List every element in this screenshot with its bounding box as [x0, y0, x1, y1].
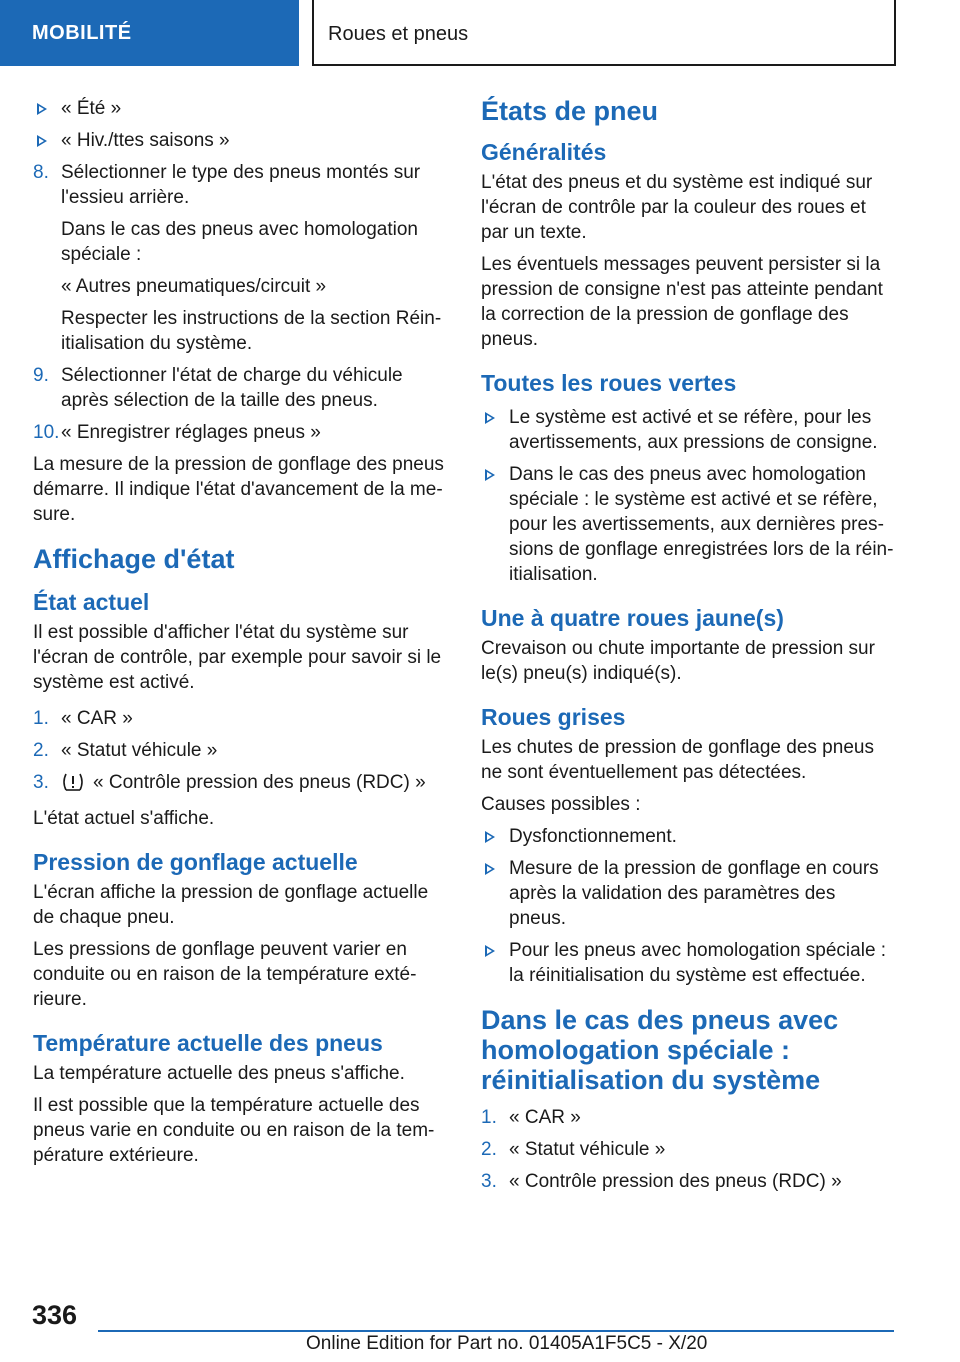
tire-pressure-warning-icon	[61, 772, 85, 799]
page-number: 336	[32, 1300, 78, 1330]
step-number: 8.	[33, 162, 49, 183]
step-text: « Enregistrer réglages pneus »	[61, 422, 321, 443]
step-text: « CAR »	[61, 708, 133, 729]
subsection-heading: Généralités	[481, 139, 607, 165]
right-column	[481, 96, 896, 1201]
left-column	[33, 96, 445, 1175]
step-number: 9.	[33, 365, 49, 386]
step-text: Sélectionner l'état de charge du véhicule après sélection de la taille des pneus.	[61, 365, 403, 411]
paragraph: Crevaison ou chute importante de pression sur le(s) pneu(s) indiqué(s).	[481, 638, 875, 684]
step-text: « Contrôle pression des pneus (RDC) »	[509, 1171, 842, 1192]
triangle-bullet-icon	[37, 135, 47, 147]
paragraph: Il est possible d'afficher l'état du système sur l'écran de contrôle, par exemple pour savoir si le système est activé.	[33, 622, 442, 693]
step-item	[33, 706, 445, 731]
step-text: « Contrôle pression des pneus (RDC) »	[93, 772, 426, 793]
step-item	[33, 363, 445, 413]
subsection-heading: Température actuelle des pneus	[33, 1030, 383, 1056]
subsection-heading: Une à quatre roues jaune(s)	[481, 605, 784, 631]
paragraph: L'état actuel s'affiche.	[33, 808, 215, 829]
footer-divider	[98, 1330, 894, 1332]
page-header	[0, 0, 960, 66]
triangle-bullet-icon	[37, 103, 47, 115]
subsection-heading: Pression de gonflage actuelle	[33, 849, 358, 875]
subsection-heading: Roues grises	[481, 704, 626, 730]
step-number: 10.	[33, 422, 60, 443]
step-subtext: « Autres pneumatiques/circuit »	[61, 276, 327, 297]
chapter-title: Roues et pneus	[312, 0, 896, 66]
step-number: 1.	[481, 1107, 497, 1128]
triangle-bullet-icon	[485, 469, 495, 481]
triangle-bullet-icon	[485, 831, 495, 843]
section-tab: MOBILITÉ	[0, 0, 299, 66]
list-item: Mesure de la pression de gonflage en cours après la validation des paramètres des pneus.	[481, 856, 896, 931]
list-item: Pour les pneus avec homologation spéciale : la réinitialisation du système est effectuée.	[481, 938, 896, 988]
edition-footer: Online Edition for Part no. 01405A1F5C5 - X/20	[306, 1333, 708, 1354]
list-item: « Hiv./ttes saisons »	[33, 128, 445, 153]
step-item	[481, 1169, 896, 1194]
list-item: Dans le cas des pneus avec homologation spéciale : le système est activé et se réfère, pour les avertissements, aux dernières pressions de gonflage enregistrées lors de la réinitialisation.	[481, 462, 896, 587]
section-heading: États de pneu	[481, 96, 659, 126]
list-item: Le système est activé et se réfère, pour les avertissements, aux pressions de consigne.	[481, 405, 896, 455]
paragraph: Causes possibles :	[481, 794, 641, 815]
section-heading: Dans le cas des pneus avec homologation spéciale : réinitialisation du système	[481, 1005, 839, 1095]
step-text: « CAR »	[509, 1107, 581, 1128]
list-item: « Été »	[33, 96, 445, 121]
step-number: 3.	[481, 1171, 497, 1192]
step-text: « Statut véhicule »	[509, 1139, 666, 1160]
triangle-bullet-icon	[485, 863, 495, 875]
step-text: « Statut véhicule »	[61, 740, 218, 761]
step-number: 3.	[33, 772, 49, 793]
step-item	[481, 1105, 896, 1130]
step-item	[33, 770, 445, 799]
triangle-bullet-icon	[485, 945, 495, 957]
paragraph: La mesure de la pression de gonflage des pneus démarre. Il indique l'état d'avancement de la mesure.	[33, 454, 444, 525]
paragraph: L'état des pneus et du système est indiqué sur l'écran de contrôle par la couleur des roues et par un texte.	[481, 172, 873, 243]
step-number: 1.	[33, 708, 49, 729]
step-item	[481, 1137, 896, 1162]
paragraph: Les éventuels messages peuvent persister si la pression de consigne n'est pas atteinte pendant la correction de la pression de gonflage des pneus.	[481, 254, 883, 350]
paragraph: Les pressions de gonflage peuvent varier en conduite ou en raison de la température extérieure.	[33, 939, 417, 1010]
paragraph: Il est possible que la température actuelle des pneus varie en conduite ou en raison de la température extérieure.	[33, 1095, 435, 1166]
step-number: 2.	[33, 740, 49, 761]
paragraph: L'écran affiche la pression de gonflage actuelle de chaque pneu.	[33, 882, 429, 928]
subsection-heading: Toutes les roues vertes	[481, 370, 737, 396]
triangle-bullet-icon	[485, 412, 495, 424]
list-item: Dysfonctionnement.	[481, 824, 896, 849]
subsection-heading: État actuel	[33, 589, 150, 615]
step-item	[33, 420, 445, 445]
step-subtext: Dans le cas des pneus avec homologation spéciale :	[61, 219, 419, 265]
step-subtext: Respecter les instructions de la section Réinitialisation du système.	[61, 308, 442, 354]
step-text: Sélectionner le type des pneus montés sur l'essieu arrière.	[61, 162, 421, 208]
paragraph: La température actuelle des pneus s'affiche.	[33, 1063, 405, 1084]
section-heading: Affichage d'état	[33, 544, 235, 574]
paragraph: Les chutes de pression de gonflage des pneus ne sont éventuellement pas détectées.	[481, 737, 874, 783]
step-number: 2.	[481, 1139, 497, 1160]
step-item	[33, 160, 445, 210]
step-item	[33, 738, 445, 763]
